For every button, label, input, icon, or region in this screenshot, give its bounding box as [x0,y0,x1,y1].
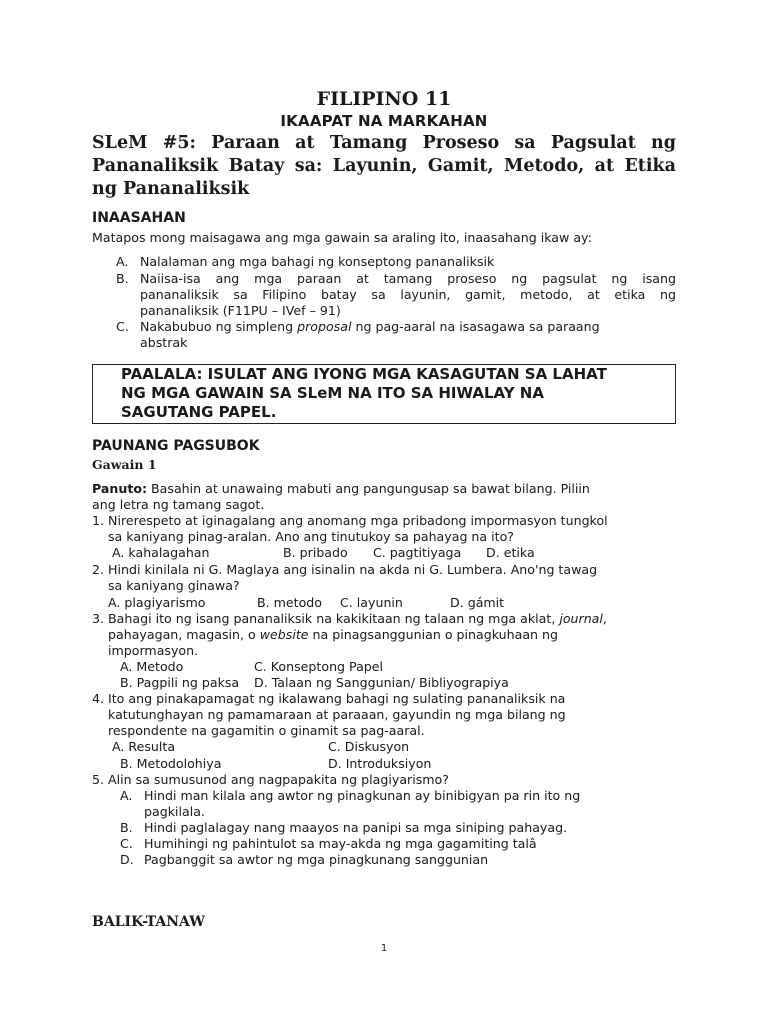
question-text: 4. Ito ang pinakapamagat ng ikalawang bahagi ng sulating pananaliksik na [92,691,566,706]
question-text: sa kaniyang pinag-aralan. Ano ang tinutukoy sa pahayag na ito? [108,529,514,544]
choice: C. Diskusyon [328,739,410,754]
choice: D. etika [486,545,535,560]
choice: A. kahalagahan [112,545,210,560]
question-text: sa kaniyang ginawa? [108,578,240,593]
question-text: 3. Bahagi ito ng isang pananaliksik na kakikitaan ng talaan ng mga aklat, journal, [92,611,607,626]
choice: C. Konseptong Papel [254,659,384,674]
choice: B. pribado [283,545,348,560]
objective-text: Naiisa-isa ang mga paraan at tamang proseso ng pagsulat ng isang [140,271,676,286]
subject-title: FILIPINO 11 [316,88,452,110]
page-number: 1 [380,943,388,954]
choice: Hindi man kilala ang awtor ng pinagkunan ay binibigyan pa rin ito ng [144,788,581,803]
quarter-title: IKAAPAT NA MARKAHAN [280,112,488,130]
gawain-label: Gawain 1 [92,457,157,472]
choice-letter: C. [120,836,133,851]
objective-letter: B. [116,271,129,286]
inaasahan-heading: INAASAHAN [92,210,186,226]
paalala-text: PAALALA: ISULAT ANG IYONG MGA KASAGUTAN SA LAHAT NG MGA GAWAIN SA SLeM NA ITO SA HIWALAY NA SAGUTANG PAPEL. [121,365,607,421]
choice: pagkilala. [144,804,205,819]
paunang-pagsubok-heading: PAUNANG PAGSUBOK [92,438,260,454]
choice-letter: D. [120,852,134,867]
paalala-box [92,364,676,424]
question-text: pahayagan, magasin, o website na pinagsanggunian o pinagkuhaan ng [108,627,558,642]
question-text: katutunghayan ng pamamaraan at paraaan, gayundin ng mga bilang ng [108,707,566,722]
panuto-line: ang letra ng tamang sagot. [92,497,265,512]
choice: D. Talaan ng Sanggunian/ Bibliyograpiya [254,675,509,690]
choice: A. Metodo [120,659,184,674]
proposal-emphasis: proposal [297,319,352,334]
objective-letter: A. [116,254,129,269]
objective-text: Nakabubuo ng simpleng proposal ng pag-aaral na isasagawa sa paraang [140,319,600,334]
question-text: 1. Nirerespeto at iginagalang ang anomang mga pribadong impormasyon tungkol [92,513,608,528]
choice-letter: A. [120,788,133,803]
choice: Pagbanggit sa awtor ng mga pinagkunang sanggunian [144,852,489,867]
choice: A. plagiyarismo [108,595,206,610]
choice: B. Pagpili ng paksa [120,675,240,690]
choice: B. Metodolohiya [120,756,222,771]
objective-text: pananaliksik sa Filipino batay sa layunin, gamit, metodo, at etika ng [140,287,676,302]
question-text: respondente na gagamitin o ginamit sa pag-aaral. [108,723,425,738]
question-text: 5. Alin sa sumusunod ang nagpapakita ng plagiyarismo? [92,772,449,787]
question-text: 2. Hindi kinilala ni G. Maglaya ang isinalin na akda ni G. Lumbera. Ano'ng tawag [92,562,598,577]
slem-title: SLeM #5: Paraan at Tamang Proseso sa Pagsulat ng Pananaliksik Batay sa: Layunin, Gamit, Metodo, at Etika ng Pananaliksik [92,133,676,199]
objective-text: abstrak [140,335,188,350]
objective-text: Nalalaman ang mga bahagi ng konseptong pananaliksik [140,254,495,269]
choice: C. layunin [340,595,403,610]
panuto-line: Panuto: Basahin at unawaing mabuti ang pangungusap sa bawat bilang. Piliin [92,481,590,496]
choice: D. gámit [450,595,505,610]
choice: A. Resulta [112,739,176,754]
question-text: impormasyon. [108,643,199,658]
choice: C. pagtitiyaga [373,545,462,560]
balik-tanaw-heading: BALIK-TANAW [92,914,205,930]
choice: B. metodo [257,595,323,610]
objective-letter: C. [116,319,129,334]
choice: Hindi paglalagay nang maayos na panipi sa mga siniping pahayag. [144,820,568,835]
objective-text: pananaliksik (F11PU – IVef – 91) [140,303,341,318]
choice: D. Introduksiyon [328,756,432,771]
choice: Humihingi ng pahintulot sa may-akda ng mga gagamiting talâ [144,836,537,851]
choice-letter: B. [120,820,133,835]
inaasahan-intro: Matapos mong maisagawa ang mga gawain sa araling ito, inaasahang ikaw ay: [92,230,592,245]
